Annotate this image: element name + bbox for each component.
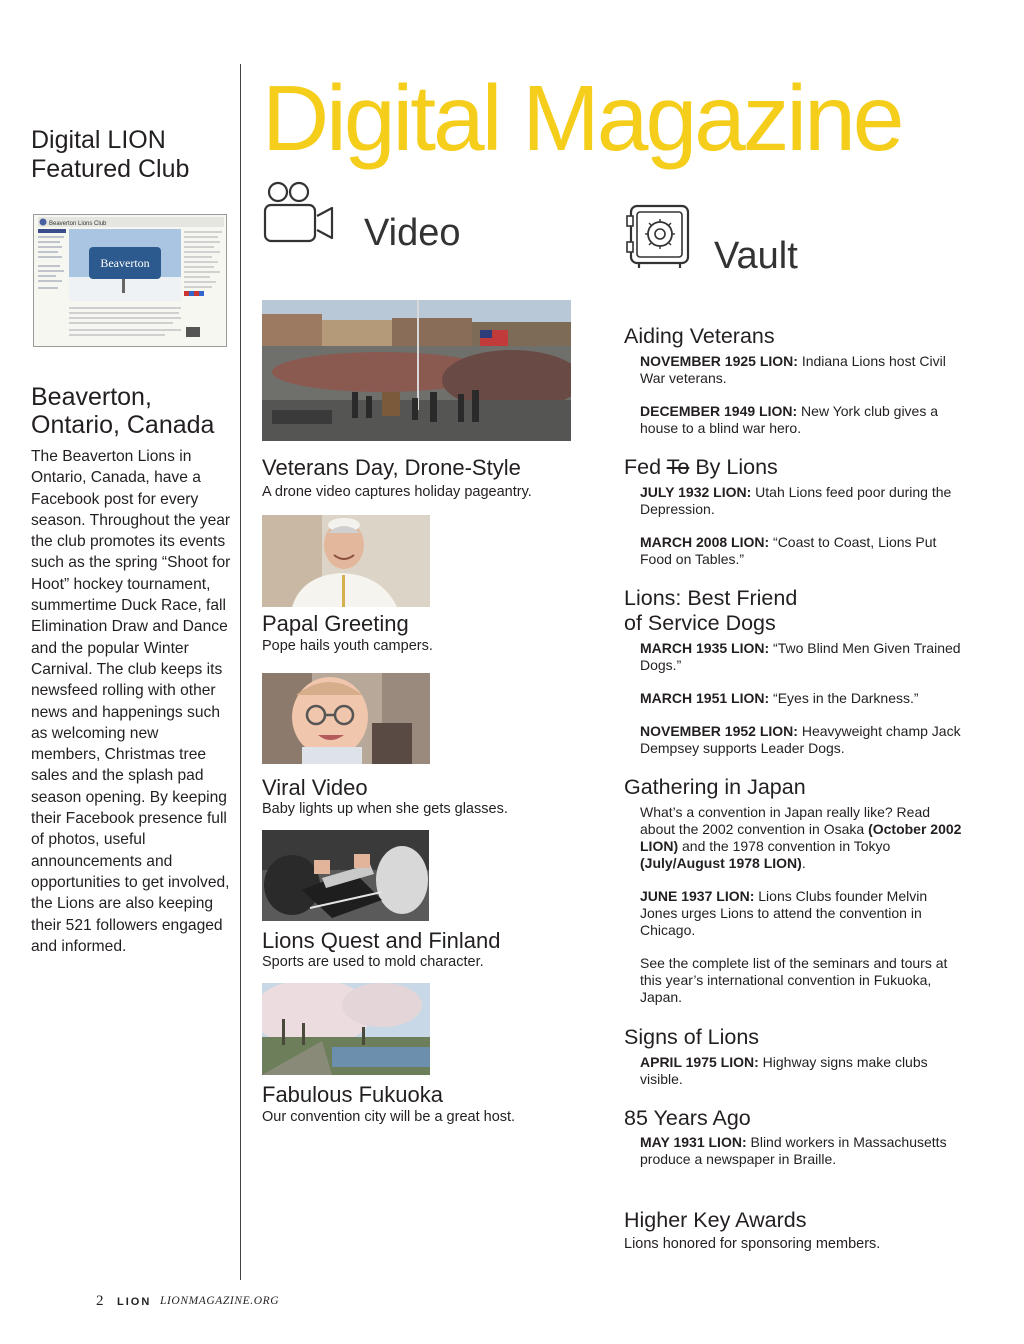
video-desc-veterans-day: A drone video captures holiday pageantry. — [262, 484, 532, 500]
vault-entry[interactable] — [640, 484, 965, 518]
vault-entry-text: Heavyweight champ Jack Dempsey supports Leader Dogs. — [640, 723, 961, 756]
beaverton-sign-text: Beaverton — [100, 256, 150, 270]
lions-logo-icon — [40, 219, 47, 226]
vault-heading-service-dogs[interactable] — [624, 586, 964, 636]
digital-magazine-title: Digital Magazine — [262, 66, 902, 170]
viral-video-thumbnail[interactable] — [262, 673, 430, 764]
vault-entry[interactable] — [640, 1134, 965, 1168]
video-desc-viral-video: Baby lights up when she gets glasses. — [262, 801, 508, 817]
heading-part: Fed — [624, 455, 667, 479]
club-location-line2: Ontario, Canada — [31, 411, 215, 439]
vault-heading-aiding-veterans[interactable]: Aiding Veterans — [624, 324, 775, 348]
footer-magazine-name: LION — [117, 1296, 152, 1308]
video-desc-fabulous-fukuoka: Our convention city will be a great host. — [262, 1109, 516, 1125]
vault-entry[interactable] — [640, 1054, 965, 1088]
club-website-screenshot[interactable] — [33, 214, 227, 347]
club-location-line1: Beaverton, — [31, 383, 152, 411]
video-camera-icon — [262, 180, 336, 246]
vault-entry[interactable] — [640, 723, 965, 757]
intro-text: What’s a convention in Japan really like? Read about the 2002 convention in Osaka — [640, 804, 931, 837]
vault-entry-text: “Two Blind Men Given Trained Dogs.” — [640, 640, 961, 673]
vault-entry-text: Blind workers in Massachusetts produce a newspaper in Braille. — [640, 1134, 947, 1167]
vault-entry-japan-intro[interactable] — [640, 804, 965, 872]
vault-entry-text: Lions Clubs founder Melvin Jones urges Lions to attend the convention in Chicago. — [640, 888, 928, 938]
vault-entry[interactable] — [640, 640, 965, 674]
vault-entry-date: NOVEMBER 1952 LION: — [640, 723, 798, 739]
vault-entry[interactable] — [640, 353, 965, 387]
vault-heading-fed-by-lions[interactable] — [624, 455, 964, 480]
featured-club-heading — [31, 126, 231, 184]
site-title: Beaverton Lions Club — [49, 221, 107, 227]
vault-safe-icon — [625, 204, 691, 270]
vault-entry-text: Highway signs make clubs visible. — [640, 1054, 928, 1087]
veterans-day-thumbnail[interactable] — [262, 300, 571, 441]
footer-url[interactable]: LIONMAGAZINE.ORG — [160, 1295, 280, 1307]
struck-word: To — [666, 455, 690, 479]
vault-entry-date: DECEMBER 1949 LION: — [640, 403, 798, 419]
vault-entry-date: MARCH 1935 LION: — [640, 640, 770, 656]
video-desc-lions-quest-finland: Sports are used to mold character. — [262, 954, 484, 970]
vault-entry[interactable] — [640, 690, 965, 707]
issue-ref: (October 2002 LION) — [640, 821, 962, 854]
vault-entry-date: MARCH 2008 LION: — [640, 534, 770, 550]
video-title-veterans-day[interactable]: Veterans Day, Drone-Style — [262, 455, 521, 480]
vault-entry[interactable] — [640, 888, 965, 939]
vault-heading-85-years-ago[interactable]: 85 Years Ago — [624, 1106, 751, 1130]
vault-heading-higher-key-awards[interactable]: Higher Key Awards — [624, 1208, 807, 1232]
vault-entry-text: New York club gives a house to a blind war hero. — [640, 403, 939, 436]
vault-entry[interactable] — [640, 403, 965, 437]
video-title-lions-quest-finland[interactable]: Lions Quest and Finland — [262, 928, 501, 953]
papal-greeting-thumbnail[interactable] — [262, 515, 430, 607]
heading-line: Lions: Best Friend — [624, 586, 798, 610]
heading-part: By Lions — [689, 455, 778, 479]
column-divider — [240, 64, 241, 1280]
vault-heading-signs-of-lions[interactable]: Signs of Lions — [624, 1025, 760, 1049]
video-title-papal-greeting[interactable]: Papal Greeting — [262, 611, 409, 636]
intro-text: and the 1978 convention in Tokyo — [678, 838, 891, 854]
vault-entry-date: JULY 1932 LION: — [640, 484, 752, 500]
club-website-thumbnail — [34, 215, 227, 347]
vault-heading-gathering-in-japan[interactable]: Gathering in Japan — [624, 775, 806, 799]
vault-entry-date: JUNE 1937 LION: — [640, 888, 755, 904]
vault-entry[interactable] — [640, 534, 965, 568]
featured-club-heading-line1: Digital LION — [31, 126, 166, 154]
vault-entry-text: “Eyes in the Darkness.” — [769, 690, 919, 706]
page-number: 2 — [96, 1293, 104, 1309]
vault-entry-date: MAY 1931 LION: — [640, 1134, 747, 1150]
intro-text: . — [801, 855, 806, 871]
vault-entry-date: MARCH 1951 LION: — [640, 690, 770, 706]
vault-entry-date: APRIL 1975 LION: — [640, 1054, 759, 1070]
vault-entry-text: Utah Lions feed poor during the Depression. — [640, 484, 952, 517]
heading-line: of Service Dogs — [624, 611, 776, 635]
vault-section-title: Vault — [714, 235, 798, 277]
vault-entry-date: NOVEMBER 1925 LION: — [640, 353, 798, 369]
video-title-fabulous-fukuoka[interactable]: Fabulous Fukuoka — [262, 1082, 443, 1107]
club-description: The Beaverton Lions in Ontario, Canada, have a Facebook post for every season. Throughout the year the club promotes its events such as the spring “Shoot for Hoot” hockey tournament, summertime Duck Race, fall Elimination Draw and Dance and the popular Winter Carnival. The club keeps its newsfeed rolling with other news and happenings such as welcoming new members, Christmas tree sales and the splash pad season opening. By keeping their Facebook presence full of photos, useful announcements and opportunities to get involved, the Lions are also keeping their 521 followers engaged and informed. — [31, 448, 231, 955]
featured-club-heading-line2: Featured Club — [31, 155, 190, 183]
higher-key-awards-desc: Lions honored for sponsoring members. — [624, 1236, 881, 1252]
vault-entry-text: “Coast to Coast, Lions Put Food on Tables.” — [640, 534, 937, 567]
club-location — [31, 383, 236, 439]
fabulous-fukuoka-thumbnail[interactable] — [262, 983, 430, 1075]
vault-entry-text: Indiana Lions host Civil War veterans. — [640, 353, 946, 386]
video-desc-papal-greeting: Pope hails youth campers. — [262, 638, 433, 654]
video-title-viral-video[interactable]: Viral Video — [262, 775, 368, 800]
issue-ref: (July/August 1978 LION) — [640, 855, 802, 871]
video-section-title: Video — [364, 212, 461, 254]
vault-entry-seminars[interactable]: See the complete list of the seminars and tours at this year’s international convention in Fukuoka, Japan. — [640, 955, 948, 1005]
lions-quest-finland-thumbnail[interactable] — [262, 830, 429, 921]
